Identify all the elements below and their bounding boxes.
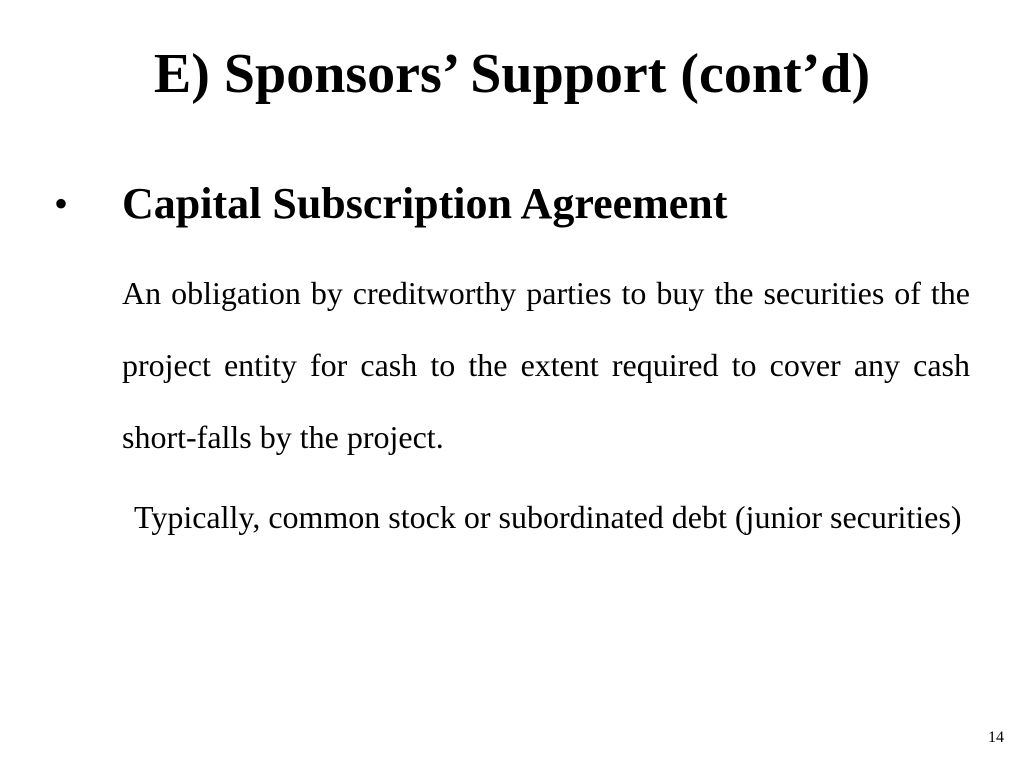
typical-securities-paragraph: Typically, common stock or subordinated debt (junior securities)	[134, 499, 962, 535]
slide-title: E) Sponsors’ Support (cont’d)	[153, 43, 871, 105]
slide-number: 14	[988, 729, 1004, 746]
bullet-heading: Capital Subscription Agreement	[122, 179, 728, 228]
definition-paragraph: An obligation by creditworthy parties to buy the securities of the project entity for cash to the extent required to cover any cash short-falls by the project.	[122, 275, 970, 455]
bullet-marker: •	[54, 181, 69, 226]
